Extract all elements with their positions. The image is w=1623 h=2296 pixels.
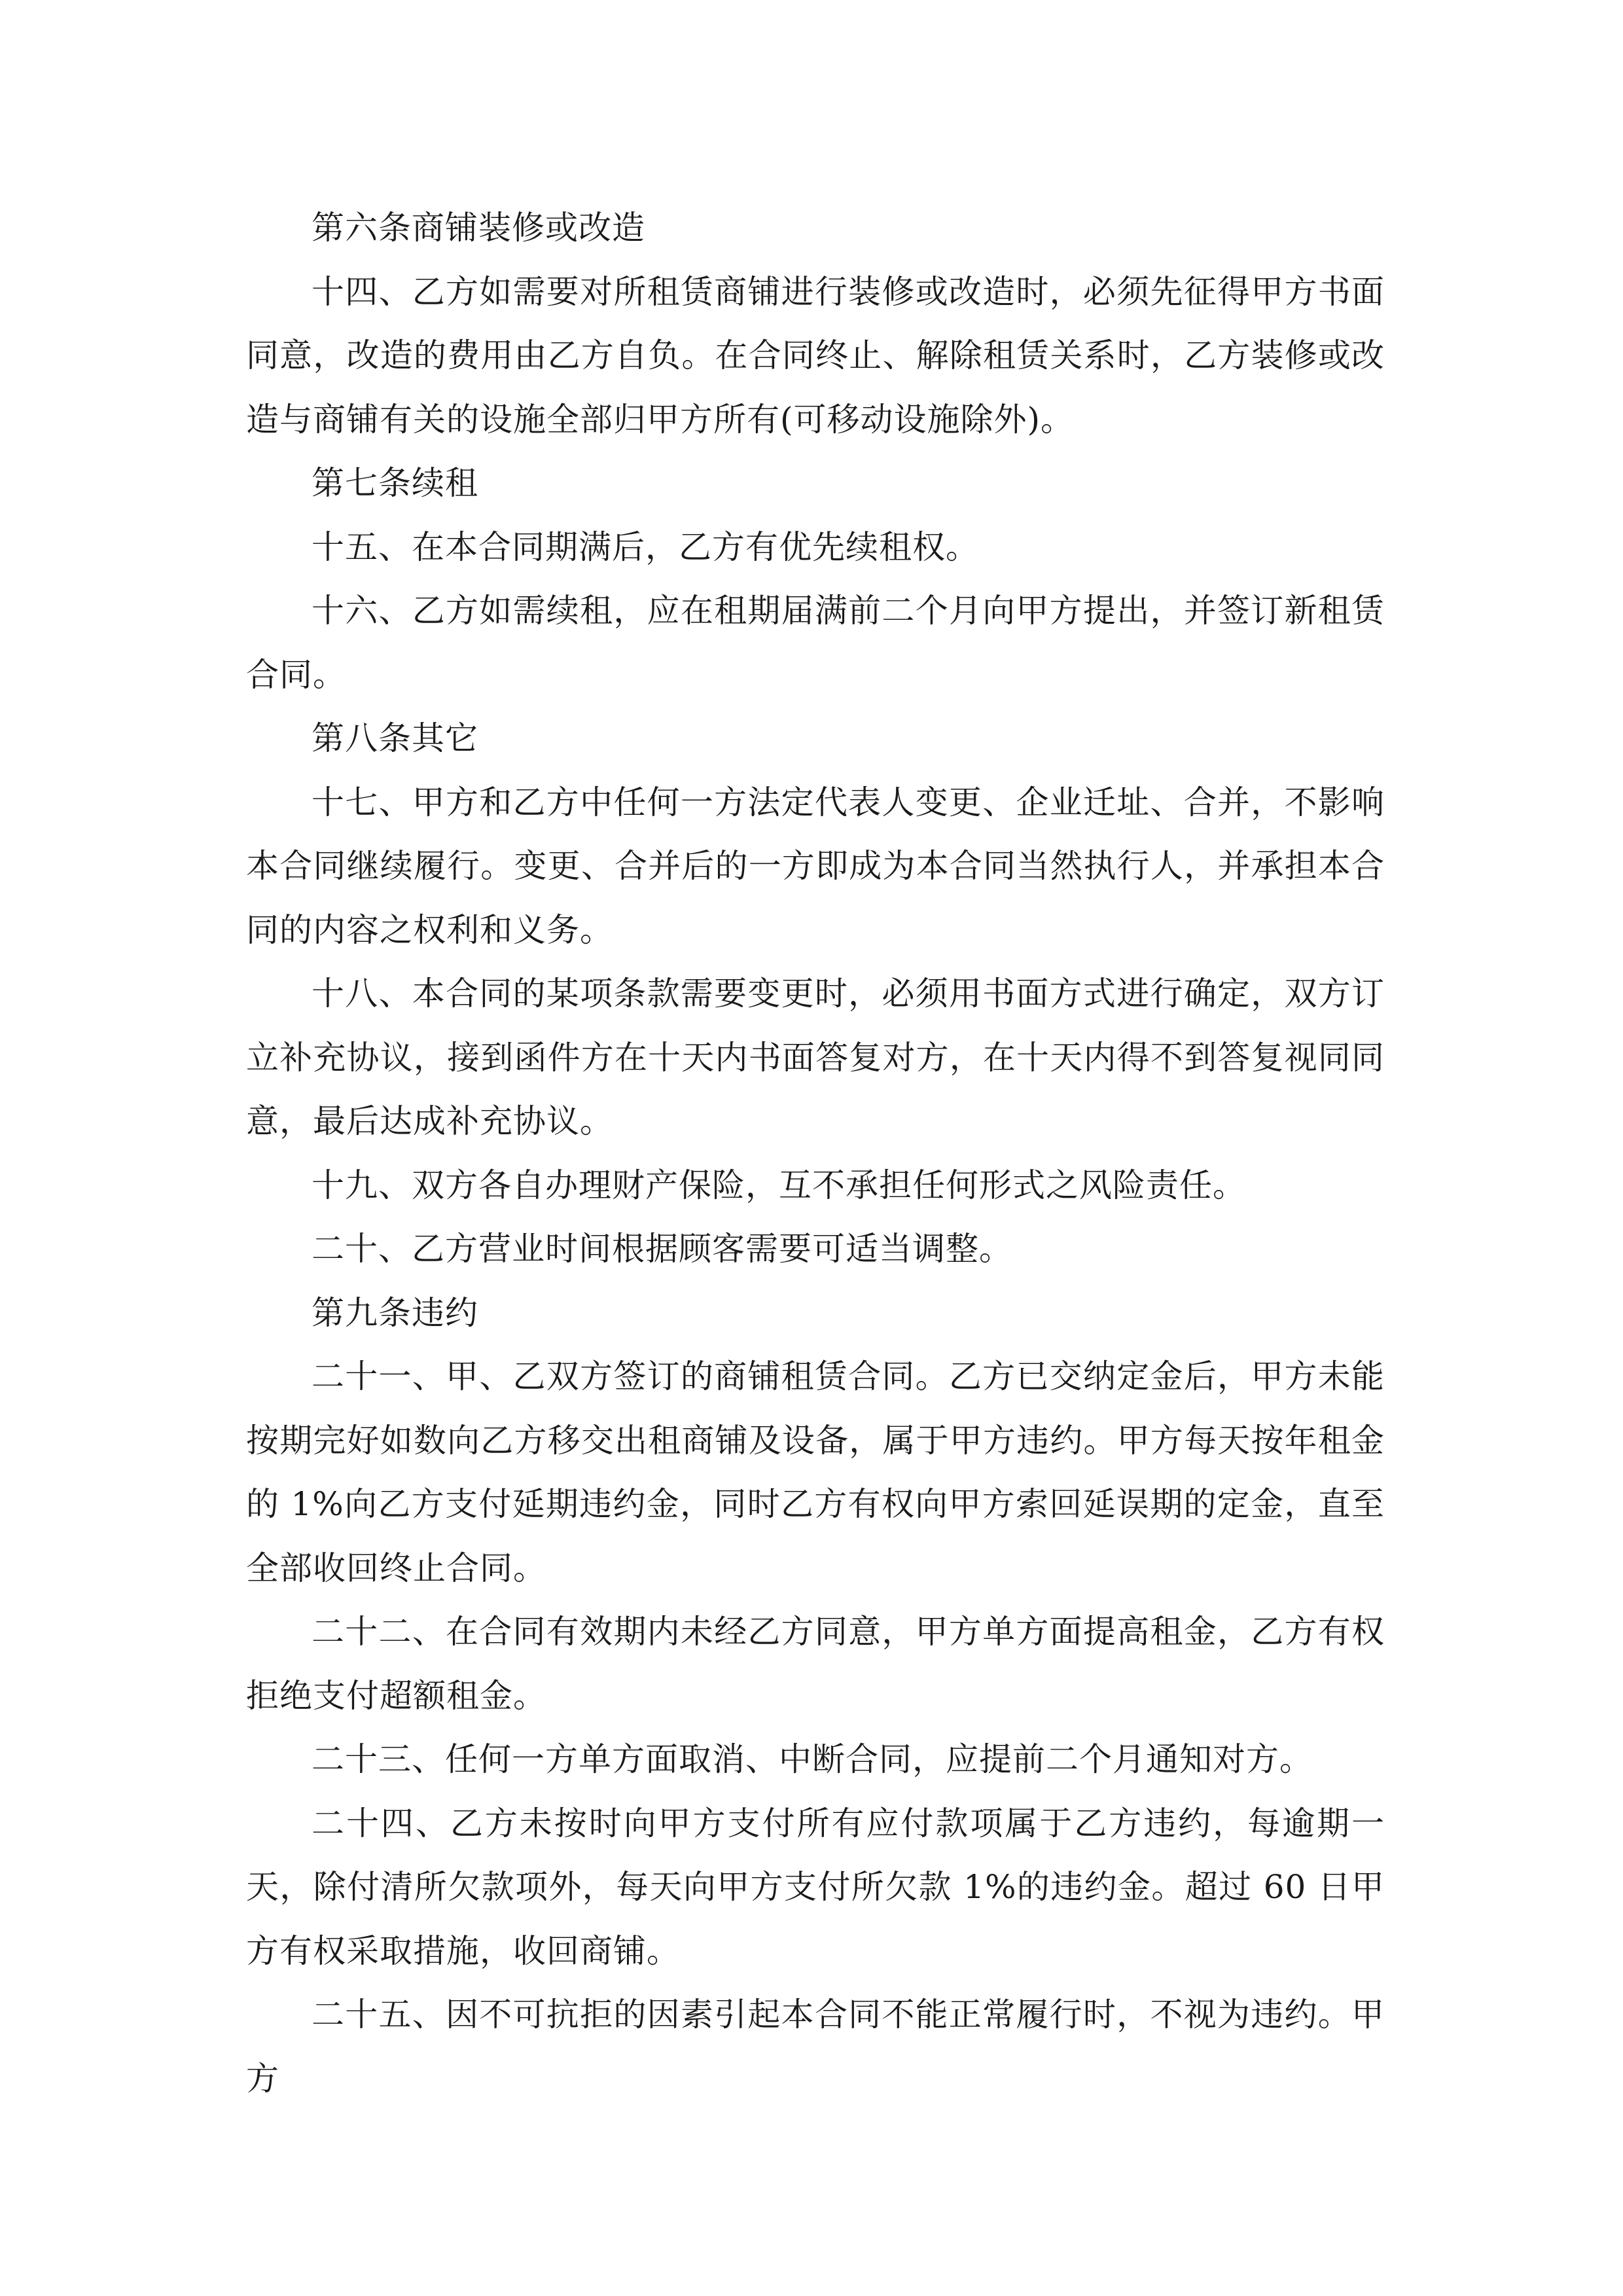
clause-15: 十五、在本合同期满后，乙方有优先续租权。	[312, 528, 979, 566]
clause-25: 二十五、因不可抗拒的因素引起本合同不能正常履行时，不视为违约。甲方	[246, 1996, 1385, 2098]
section-heading-7: 第七条续租	[312, 464, 478, 502]
clause-24: 二十四、乙方未按时向甲方支付所有应付款项属于乙方违约，每逾期一天，除付清所欠款项外，每天向甲方支付所欠款 1%的违约金。超过 60 日甲方有权采取措施，收回商铺。	[246, 1804, 1385, 1970]
clause-21: 二十一、甲、乙双方签订的商铺租赁合同。乙方已交纳定金后，甲方未能按期完好如数向乙方移交出租商铺及设备，属于甲方违约。甲方每天按年租金的 1%向乙方支付延期违约金，同时乙方有权向甲方索回延误期的定金，直至全部收回终止合同。	[246, 1357, 1385, 1587]
clause-19: 十九、双方各自办理财产保险，互不承担任何形式之风险责任。	[312, 1166, 1246, 1204]
section-heading-9: 第九条违约	[312, 1293, 478, 1332]
clause-16: 十六、乙方如需续租，应在租期届满前二个月向甲方提出，并签订新租赁合同。	[246, 592, 1385, 694]
clause-20: 二十、乙方营业时间根据顾客需要可适当调整。	[312, 1230, 1012, 1268]
section-heading-6: 第六条商铺装修或改造	[312, 209, 645, 247]
clause-18: 十八、本合同的某项条款需要变更时，必须用书面方式进行确定，双方订立补充协议，接到函件方在十天内书面答复对方，在十天内得不到答复视同同意，最后达成补充协议。	[246, 975, 1385, 1140]
clause-23: 二十三、任何一方单方面取消、中断合同，应提前二个月通知对方。	[312, 1740, 1313, 1778]
document-body	[246, 196, 1385, 2111]
clause-14: 十四、乙方如需要对所租赁商铺进行装修或改造时，必须先征得甲方书面同意，改造的费用由乙方自负。在合同终止、解除租赁关系时，乙方装修或改造与商铺有关的设施全部归甲方所有(可移动设施除外)。	[246, 272, 1385, 439]
clause-17: 十七、甲方和乙方中任何一方法定代表人变更、企业迁址、合并，不影响本合同继续履行。变更、合并后的一方即成为本合同当然执行人，并承担本合同的内容之权利和义务。	[246, 783, 1385, 949]
section-heading-8: 第八条其它	[312, 719, 478, 757]
clause-22: 二十二、在合同有效期内未经乙方同意，甲方单方面提高租金，乙方有权拒绝支付超额租金。	[246, 1613, 1385, 1715]
